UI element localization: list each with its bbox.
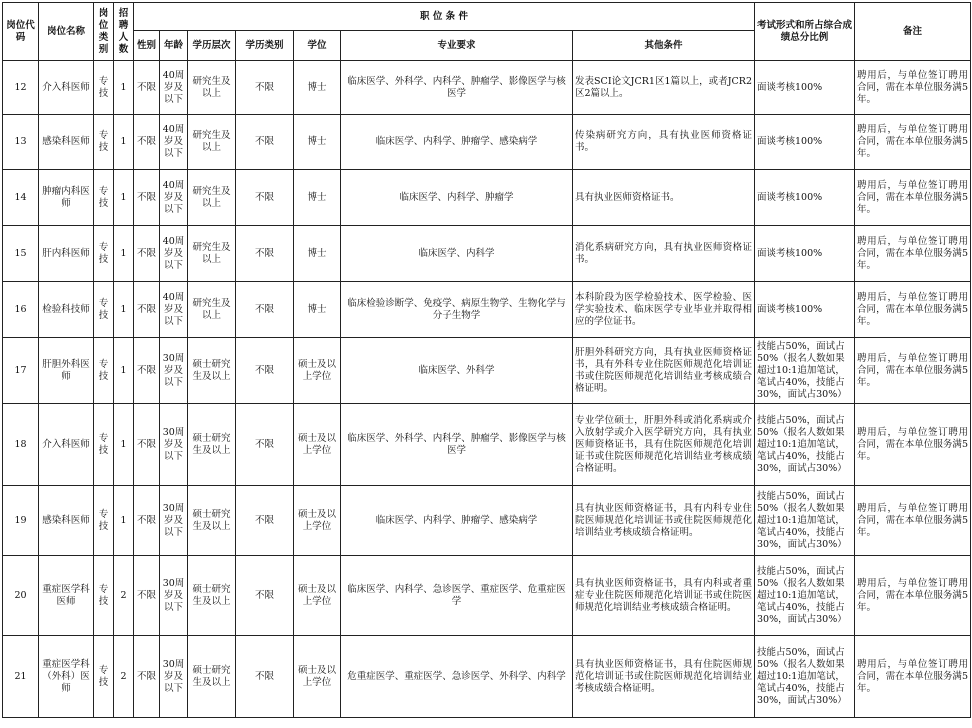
cell-note: 聘用后，与单位签订聘用合同，需在本单位服务满5年。 (855, 226, 971, 282)
cell-edu-type: 不限 (236, 170, 294, 226)
cell-age: 30周岁及以下 (160, 404, 188, 486)
cell-edu-type: 不限 (236, 556, 294, 636)
cell-name: 肝胆外科医师 (39, 338, 94, 404)
cell-code: 17 (3, 338, 39, 404)
cell-name: 重症医学科医师 (39, 556, 94, 636)
cell-exam: 面谈考核100% (755, 170, 855, 226)
cell-other: 具有执业医师资格证书。 (573, 170, 755, 226)
cell-degree: 硕士及以上学位 (294, 338, 341, 404)
header-gender: 性别 (134, 31, 160, 61)
cell-age: 30周岁及以下 (160, 486, 188, 556)
cell-major: 临床检验诊断学、免疫学、病原生物学、生物化学与分子生物学 (341, 282, 573, 338)
cell-note: 聘用后，与单位签订聘用合同，需在本单位服务满5年。 (855, 338, 971, 404)
cell-category: 专技 (94, 486, 114, 556)
cell-other: 传染病研究方向，具有执业医师资格证书。 (573, 115, 755, 170)
cell-other: 消化系病研究方向，具有执业医师资格证书。 (573, 226, 755, 282)
cell-exam: 技能占50%，面试占50%（报名人数如果超过10:1追加笔试，笔试占40%，技能占30%，面试占30%） (755, 486, 855, 556)
header-conditions: 职 位 条 件 (134, 3, 755, 31)
cell-count: 1 (114, 404, 134, 486)
cell-gender: 不限 (134, 556, 160, 636)
cell-count: 1 (114, 170, 134, 226)
cell-edu-type: 不限 (236, 486, 294, 556)
table-row (3, 282, 971, 338)
cell-category: 专技 (94, 115, 114, 170)
cell-note: 聘用后，与单位签订聘用合同，需在本单位服务满5年。 (855, 115, 971, 170)
header-name: 岗位名称 (39, 3, 94, 61)
header-code: 岗位代码 (3, 3, 39, 61)
header-edu-type: 学历类别 (236, 31, 294, 61)
cell-gender: 不限 (134, 170, 160, 226)
cell-exam: 面谈考核100% (755, 226, 855, 282)
cell-gender: 不限 (134, 115, 160, 170)
cell-count: 1 (114, 338, 134, 404)
cell-major: 临床医学、内科学、肿瘤学 (341, 170, 573, 226)
cell-exam: 面谈考核100% (755, 282, 855, 338)
cell-note: 聘用后，与单位签订聘用合同，需在本单位服务满5年。 (855, 170, 971, 226)
cell-age: 40周岁及以下 (160, 282, 188, 338)
job-table (2, 2, 971, 718)
cell-count: 1 (114, 226, 134, 282)
header-category: 岗位类别 (94, 3, 114, 61)
cell-category: 专技 (94, 338, 114, 404)
cell-degree: 博士 (294, 61, 341, 115)
cell-edu-level: 研究生及以上 (188, 226, 236, 282)
cell-degree: 博士 (294, 226, 341, 282)
header-count: 招聘人数 (114, 3, 134, 61)
cell-name: 介入科医师 (39, 61, 94, 115)
cell-note: 聘用后，与单位签订聘用合同，需在本单位服务满5年。 (855, 282, 971, 338)
cell-note: 聘用后，与单位签订聘用合同，需在本单位服务满5年。 (855, 556, 971, 636)
cell-edu-level: 硕士研究生及以上 (188, 486, 236, 556)
cell-name: 肝内科医师 (39, 226, 94, 282)
cell-exam: 面谈考核100% (755, 61, 855, 115)
cell-major: 临床医学、内科学、肿瘤学、感染病学 (341, 486, 573, 556)
cell-age: 40周岁及以下 (160, 170, 188, 226)
header-note: 备注 (855, 3, 971, 61)
cell-code: 15 (3, 226, 39, 282)
cell-edu-type: 不限 (236, 282, 294, 338)
cell-note: 聘用后，与单位签订聘用合同，需在本单位服务满5年。 (855, 486, 971, 556)
cell-name: 感染科医师 (39, 486, 94, 556)
cell-name: 肿瘤内科医师 (39, 170, 94, 226)
cell-gender: 不限 (134, 338, 160, 404)
cell-count: 1 (114, 282, 134, 338)
table-row (3, 556, 971, 636)
cell-gender: 不限 (134, 226, 160, 282)
cell-other: 本科阶段为医学检验技术、医学检验、医学实验技术、临床医学专业毕业并取得相应的学位证书。 (573, 282, 755, 338)
cell-exam: 技能占50%，面试占50%（报名人数如果超过10:1追加笔试，笔试占40%，技能占30%，面试占30%） (755, 636, 855, 718)
cell-count: 1 (114, 115, 134, 170)
cell-age: 40周岁及以下 (160, 61, 188, 115)
cell-edu-type: 不限 (236, 226, 294, 282)
cell-count: 2 (114, 556, 134, 636)
cell-degree: 硕士及以上学位 (294, 556, 341, 636)
cell-exam: 面谈考核100% (755, 115, 855, 170)
cell-category: 专技 (94, 404, 114, 486)
cell-age: 30周岁及以下 (160, 338, 188, 404)
header-degree: 学位 (294, 31, 341, 61)
cell-edu-type: 不限 (236, 61, 294, 115)
cell-exam: 技能占50%，面试占50%（报名人数如果超过10:1追加笔试，笔试占40%，技能占30%，面试占30%） (755, 338, 855, 404)
table-row (3, 115, 971, 170)
cell-major: 临床医学、外科学 (341, 338, 573, 404)
table-row (3, 486, 971, 556)
cell-major: 临床医学、内科学、急诊医学、重症医学、危重症医学 (341, 556, 573, 636)
cell-degree: 博士 (294, 115, 341, 170)
cell-name: 感染科医师 (39, 115, 94, 170)
cell-edu-level: 研究生及以上 (188, 282, 236, 338)
cell-age: 40周岁及以下 (160, 115, 188, 170)
cell-edu-type: 不限 (236, 636, 294, 718)
header-edu-level: 学历层次 (188, 31, 236, 61)
cell-count: 1 (114, 486, 134, 556)
cell-code: 21 (3, 636, 39, 718)
cell-edu-level: 研究生及以上 (188, 61, 236, 115)
cell-other: 肝胆外科研究方向，具有执业医师资格证书，具有外科专业住院医师规范化培训证书或住院医师规范化培训结业考核成绩合格证明。 (573, 338, 755, 404)
cell-code: 12 (3, 61, 39, 115)
cell-gender: 不限 (134, 61, 160, 115)
cell-major: 临床医学、外科学、内科学、肿瘤学、影像医学与核医学 (341, 61, 573, 115)
cell-code: 19 (3, 486, 39, 556)
cell-name: 检验科技师 (39, 282, 94, 338)
cell-age: 30周岁及以下 (160, 556, 188, 636)
cell-category: 专技 (94, 636, 114, 718)
cell-gender: 不限 (134, 282, 160, 338)
cell-edu-level: 硕士研究生及以上 (188, 556, 236, 636)
cell-edu-type: 不限 (236, 115, 294, 170)
cell-code: 16 (3, 282, 39, 338)
cell-count: 2 (114, 636, 134, 718)
cell-degree: 博士 (294, 170, 341, 226)
cell-gender: 不限 (134, 486, 160, 556)
cell-age: 30周岁及以下 (160, 636, 188, 718)
cell-edu-level: 硕士研究生及以上 (188, 404, 236, 486)
cell-other: 具有执业医师资格证书，具有住院医师规范化培训证书或住院医师规范化培训结业考核成绩合格证明。 (573, 636, 755, 718)
cell-edu-type: 不限 (236, 338, 294, 404)
header-age: 年龄 (160, 31, 188, 61)
cell-other: 具有执业医师资格证书，具有内科或者重症专业住院医师规范化培训证书或住院医师规范化培训结业考核成绩合格证明。 (573, 556, 755, 636)
cell-edu-level: 研究生及以上 (188, 115, 236, 170)
header-other: 其他条件 (573, 31, 755, 61)
cell-degree: 硕士及以上学位 (294, 636, 341, 718)
cell-category: 专技 (94, 226, 114, 282)
cell-code: 13 (3, 115, 39, 170)
table-row (3, 226, 971, 282)
cell-code: 14 (3, 170, 39, 226)
cell-other: 专业学位硕士，肝胆外科或消化系病或介入放射学或介入医学研究方向，具有执业医师资格证书，具有住院医师规范化培训证书或住院医师规范化培训结业考核成绩合格证明。 (573, 404, 755, 486)
cell-age: 40周岁及以下 (160, 226, 188, 282)
cell-exam: 技能占50%，面试占50%（报名人数如果超过10:1追加笔试，笔试占40%，技能占30%，面试占30%） (755, 404, 855, 486)
cell-degree: 硕士及以上学位 (294, 404, 341, 486)
cell-name: 重症医学科（外科）医师 (39, 636, 94, 718)
cell-category: 专技 (94, 170, 114, 226)
cell-note: 聘用后，与单位签订聘用合同，需在本单位服务满5年。 (855, 404, 971, 486)
table-row (3, 61, 971, 115)
cell-category: 专技 (94, 61, 114, 115)
header-exam: 考试形式和所占综合成绩总分比例 (755, 3, 855, 61)
cell-edu-level: 硕士研究生及以上 (188, 338, 236, 404)
cell-name: 介入科医师 (39, 404, 94, 486)
header-major: 专业要求 (341, 31, 573, 61)
cell-note: 聘用后，与单位签订聘用合同，需在本单位服务满5年。 (855, 61, 971, 115)
cell-edu-level: 硕士研究生及以上 (188, 636, 236, 718)
cell-gender: 不限 (134, 636, 160, 718)
cell-edu-type: 不限 (236, 404, 294, 486)
cell-note: 聘用后，与单位签订聘用合同，需在本单位服务满5年。 (855, 636, 971, 718)
cell-exam: 技能占50%，面试占50%（报名人数如果超过10:1追加笔试，笔试占40%，技能占30%，面试占30%） (755, 556, 855, 636)
cell-count: 1 (114, 61, 134, 115)
cell-code: 20 (3, 556, 39, 636)
cell-major: 危重症医学、重症医学、急诊医学、外科学、内科学 (341, 636, 573, 718)
cell-degree: 硕士及以上学位 (294, 486, 341, 556)
cell-category: 专技 (94, 282, 114, 338)
table-row (3, 338, 971, 404)
cell-other: 发表SCI论文JCR1区1篇以上，或者JCR2区2篇以上。 (573, 61, 755, 115)
cell-major: 临床医学、内科学、肿瘤学、感染病学 (341, 115, 573, 170)
cell-major: 临床医学、外科学、内科学、肿瘤学、影像医学与核医学 (341, 404, 573, 486)
table-row (3, 636, 971, 718)
cell-degree: 博士 (294, 282, 341, 338)
cell-category: 专技 (94, 556, 114, 636)
table-row (3, 170, 971, 226)
cell-other: 具有执业医师资格证书，具有内科专业住院医师规范化培训证书或住院医师规范化培训结业考核成绩合格证明。 (573, 486, 755, 556)
cell-major: 临床医学、内科学 (341, 226, 573, 282)
cell-edu-level: 研究生及以上 (188, 170, 236, 226)
table-row (3, 404, 971, 486)
cell-code: 18 (3, 404, 39, 486)
cell-gender: 不限 (134, 404, 160, 486)
